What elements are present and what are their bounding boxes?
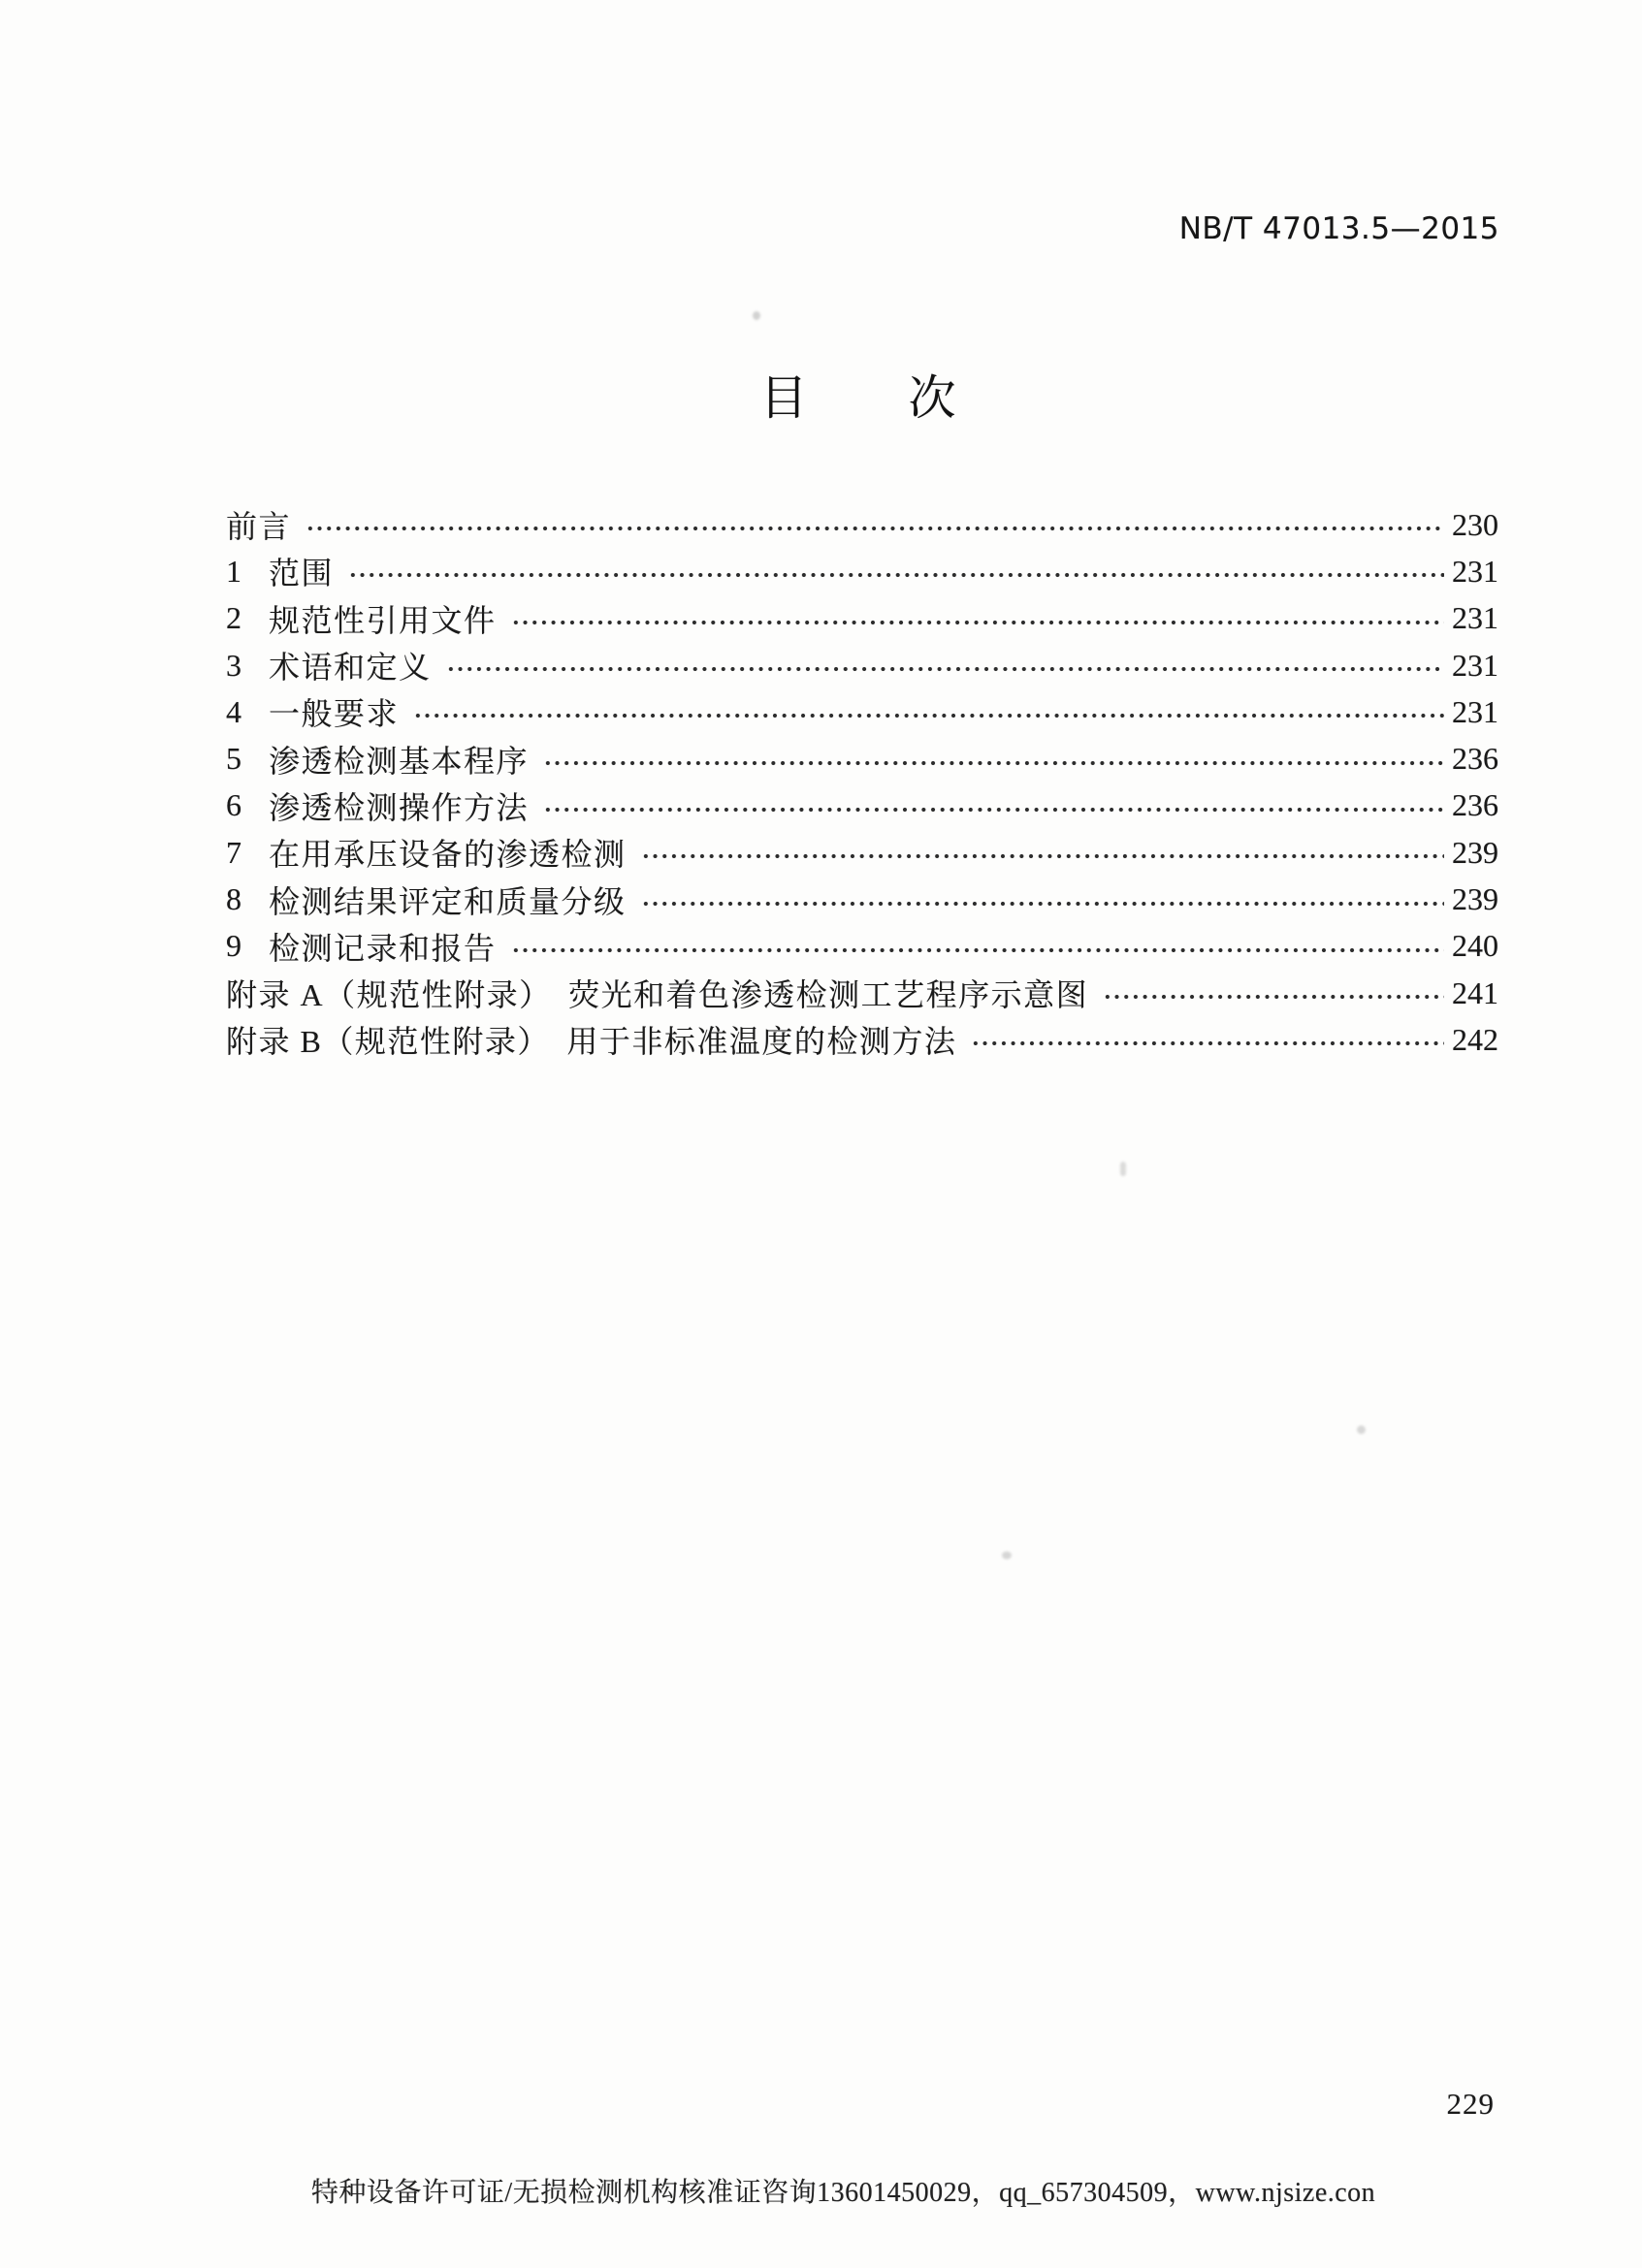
toc-leader-dots [639,897,1444,910]
toc-entry-number: 5 [226,741,241,777]
scan-speck [1002,1551,1012,1559]
toc-entry-page: 240 [1452,928,1498,964]
folio-page-number: 229 [1446,2087,1495,2121]
toc-entry-number: 7 [226,834,241,870]
toc-entry-number: 8 [226,881,241,917]
toc-leader-dots [1101,990,1444,1004]
toc-entry-label: 检测记录和报告 [269,930,497,966]
page-title: 目 次 [759,371,958,425]
toc-entry [226,829,1498,876]
toc-entry-page: 239 [1452,881,1498,917]
toc-entry-number: 1 [226,553,241,589]
toc-entry [226,783,1498,829]
toc-entry-page: 242 [1452,1021,1498,1057]
toc-entry-page: 236 [1452,787,1498,823]
toc-entry-label: 规范性引用文件 [269,602,497,638]
toc-leader-dots [304,522,1444,535]
toc-leader-dots [346,568,1444,582]
toc-entry-label: 前言 [226,509,292,545]
toc-entry [226,1016,1498,1063]
toc-entry-page: 231 [1452,553,1498,589]
toc-leader-dots [444,662,1444,676]
toc-entry-page: 236 [1452,741,1498,777]
footer-watermark: 特种设备许可证/无损检测机构核准证咨询13601450029，qq_657304509，www.njsize.con [310,2178,1376,2208]
toc-leader-dots [509,616,1444,629]
toc-entry-page: 239 [1452,834,1498,870]
toc-entry-label: 渗透检测操作方法 [269,789,530,825]
toc-leader-dots [969,1037,1444,1050]
toc-entry-page: 241 [1452,974,1498,1010]
toc-entry [226,642,1498,688]
toc-leader-dots [541,756,1444,770]
toc-entry [226,876,1498,922]
toc-entry-label: 范围 [269,556,335,591]
toc-entry-label: 在用承压设备的渗透检测 [269,837,627,873]
toc-list [226,501,1498,1064]
toc-entry-page: 231 [1452,693,1498,729]
toc-entry-label: 术语和定义 [269,650,432,686]
toc-leader-dots [411,709,1444,722]
toc-entry-label: 一般要求 [269,696,400,732]
toc-entry-number: 3 [226,647,241,683]
toc-entry-label: 渗透检测基本程序 [269,743,530,779]
toc-entry [226,595,1498,642]
toc-entry [226,923,1498,970]
toc-entry-label: 附录 A（规范性附录） 荧光和着色渗透检测工艺程序示意图 [226,977,1089,1013]
toc-entry-number: 2 [226,600,241,636]
toc-entry [226,688,1498,735]
toc-entry [226,970,1498,1016]
toc-entry-number: 4 [226,693,241,729]
toc-entry [226,735,1498,782]
toc-leader-dots [639,849,1444,863]
toc-entry-page: 231 [1452,647,1498,683]
toc-entry [226,548,1498,594]
toc-entry-label: 检测结果评定和质量分级 [269,883,627,919]
toc-entry [226,501,1498,548]
scan-speck [1357,1425,1366,1434]
scan-speck [1120,1162,1126,1176]
scan-speck [753,311,760,320]
toc-entry-number: 6 [226,787,241,823]
toc-entry-page: 231 [1452,600,1498,636]
toc-entry-label: 附录 B（规范性附录） 用于非标准温度的检测方法 [226,1024,957,1060]
toc-entry-page: 230 [1452,506,1498,542]
standard-code: NB/T 47013.5—2015 [1178,211,1499,246]
toc-leader-dots [541,803,1444,816]
toc-leader-dots [509,943,1444,957]
toc-entry-number: 9 [226,928,241,964]
